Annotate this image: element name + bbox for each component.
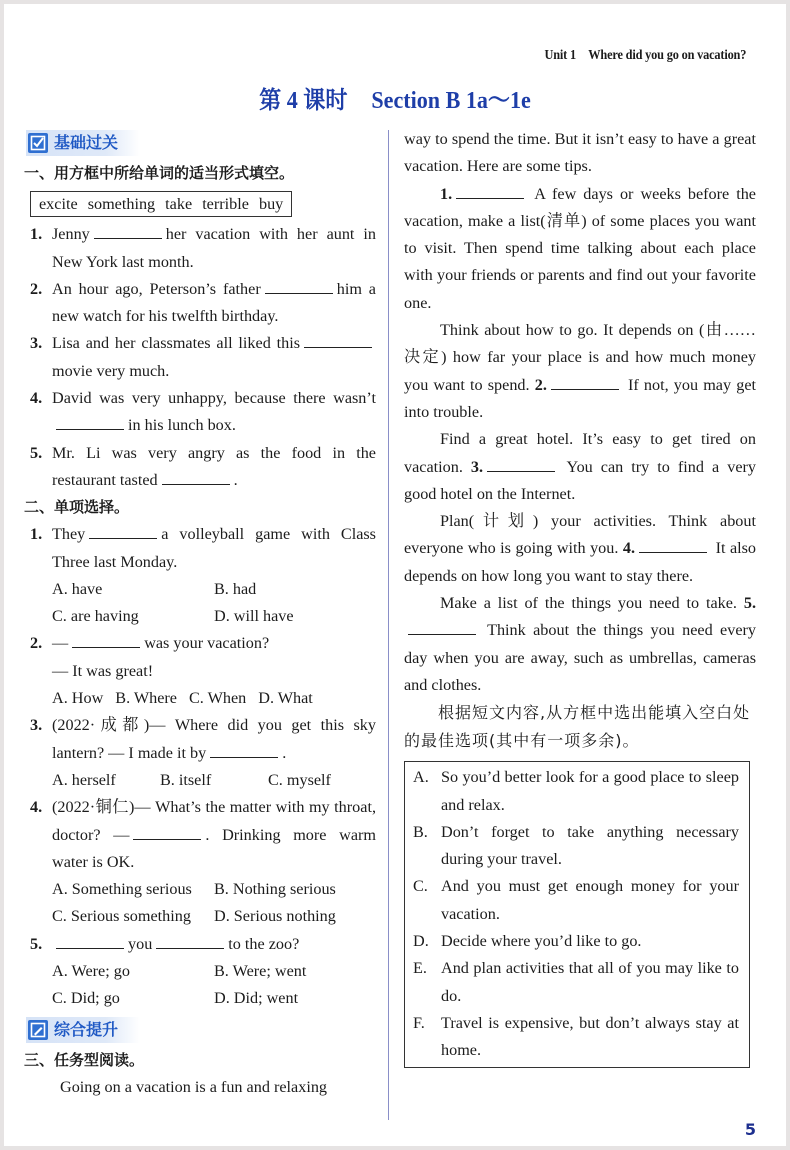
section-label: Section B 1a～1e bbox=[371, 88, 531, 114]
option[interactable]: B. itself bbox=[160, 770, 212, 789]
answer-option[interactable]: B. Don’t forget to take anything necessary during your travel. bbox=[413, 822, 739, 869]
right-column bbox=[404, 126, 756, 1068]
answer-option[interactable]: F. Travel is expensive, but don’t always stay at home. bbox=[413, 1013, 739, 1060]
part1-heading: 一、用方框中所给单词的适当形式填空。 bbox=[24, 164, 295, 183]
advanced-badge-label: 综合提升 bbox=[54, 1019, 119, 1039]
options bbox=[24, 958, 376, 1013]
fill-question: 4. David was very unhappy, because there wasn’tin his lunch box. bbox=[30, 389, 376, 435]
fill-question: 3. Lisa and her classmates all liked thismovie very much. bbox=[24, 330, 376, 385]
checkbox-icon bbox=[28, 133, 48, 153]
pencil-note-icon bbox=[28, 1020, 48, 1040]
part2-heading: 二、单项选择。 bbox=[24, 498, 130, 517]
passage-blank-2[interactable] bbox=[551, 375, 619, 390]
options bbox=[24, 876, 376, 931]
option[interactable]: D. What bbox=[258, 689, 313, 708]
option[interactable]: C. When bbox=[189, 689, 247, 708]
fill-question: 5. Mr. Li was very angry as the food in the restaurant tasted . bbox=[30, 443, 376, 489]
workbook-page bbox=[4, 4, 786, 1146]
option[interactable]: B. Nothing serious bbox=[214, 880, 336, 899]
option[interactable]: D. Serious nothing bbox=[214, 907, 336, 926]
option[interactable]: A. Something serious bbox=[52, 880, 192, 899]
left-column bbox=[24, 126, 376, 1101]
passage-blank-5[interactable] bbox=[408, 620, 476, 635]
option[interactable]: A. How bbox=[52, 689, 104, 708]
passage-intro-cont: way to spend the time. But it isn’t easy to have a great vacation. Here are some tips. bbox=[404, 130, 756, 176]
passage-blank-4[interactable] bbox=[639, 538, 707, 553]
answer-blank[interactable] bbox=[156, 934, 224, 949]
options bbox=[24, 576, 376, 631]
column-divider bbox=[388, 130, 389, 1120]
answer-blank[interactable] bbox=[210, 743, 278, 758]
choice-question: 2. — was your vacation? bbox=[30, 634, 270, 653]
answer-option[interactable]: D. Decide where you’d like to go. bbox=[413, 932, 642, 951]
option[interactable]: A. have bbox=[52, 579, 103, 598]
answer-blank[interactable] bbox=[304, 333, 372, 348]
basic-badge bbox=[26, 130, 140, 156]
passage-para-1: 1. A few days or weeks before the vacation, make a list(清单) of some places you want to visit. Then spend time talking about each place with your friends or parents and find out your favorite one. bbox=[404, 184, 756, 312]
option[interactable]: C. are having bbox=[52, 607, 139, 626]
choice-question: 3. (2022·成都)— Where did you get this sky lantern? — I made it by . bbox=[30, 716, 376, 762]
lesson-number: 第 4 课时 bbox=[259, 88, 348, 114]
passage-para-4: Plan(计划) your activities. Think about everyone who is going with you. 4. It also depends on how long you want to stay there. bbox=[404, 512, 757, 585]
passage-intro: Going on a vacation is a fun and relaxing bbox=[60, 1077, 328, 1096]
answer-option[interactable]: A. So you’d better look for a good place to sleep and relax. bbox=[413, 768, 739, 814]
answer-blank[interactable] bbox=[89, 524, 157, 539]
answer-option[interactable]: C. And you must get enough money for your vacation. bbox=[413, 877, 739, 923]
answer-options-box bbox=[404, 761, 750, 1067]
choice-question: 1. They a volleyball game with Class Three last Monday. bbox=[30, 525, 376, 571]
passage-para-5: Make a list of the things you need to take. 5. Think about the things you need every day when you are away, such as umbrellas, cameras and clothes. bbox=[404, 594, 756, 694]
answer-blank[interactable] bbox=[56, 934, 124, 949]
fill-question: 1. Jenny her vacation with her aunt in New York last month. bbox=[30, 225, 376, 271]
word-box: excite something take terrible buy bbox=[30, 191, 292, 217]
choice-question: 5. you to the zoo? bbox=[30, 934, 300, 953]
running-header bbox=[544, 48, 746, 64]
unit-label: Unit 1 bbox=[544, 48, 576, 63]
answer-blank[interactable] bbox=[265, 279, 333, 294]
passage-para-2: Think about how to go. It depends on (由……决定) how far your place is and how much money you want to spend. 2. If not, you may get into trouble. bbox=[404, 321, 756, 421]
options bbox=[24, 685, 376, 712]
answer-blank[interactable] bbox=[56, 415, 124, 430]
option[interactable]: C. Serious something bbox=[52, 907, 191, 926]
passage-para-3: Find a great hotel. It’s easy to get tired on vacation. 3. You can try to find a very good hotel on the Internet. bbox=[404, 430, 756, 503]
advanced-badge bbox=[26, 1017, 140, 1043]
lesson-title bbox=[35, 80, 754, 115]
unit-title: Where did you go on vacation? bbox=[588, 48, 746, 63]
dialogue-reply: — It was great! bbox=[52, 661, 154, 680]
options bbox=[24, 767, 376, 794]
answer-blank[interactable] bbox=[162, 470, 230, 485]
answer-blank[interactable] bbox=[133, 825, 201, 840]
part3-heading: 三、任务型阅读。 bbox=[24, 1050, 145, 1069]
answer-blank[interactable] bbox=[94, 224, 162, 239]
option[interactable]: C. myself bbox=[268, 770, 331, 789]
page-number: 5 bbox=[744, 1120, 756, 1139]
answer-option[interactable]: E. And plan activities that all of you may like to do. bbox=[413, 959, 739, 1005]
option[interactable]: C. Did; go bbox=[52, 989, 120, 1008]
option[interactable]: A. herself bbox=[52, 770, 116, 789]
passage-blank-3[interactable] bbox=[487, 457, 555, 472]
option[interactable]: D. will have bbox=[214, 607, 294, 626]
option[interactable]: A. Were; go bbox=[52, 962, 130, 981]
option[interactable]: B. Were; went bbox=[214, 962, 307, 981]
option[interactable]: B. Where bbox=[115, 689, 177, 708]
choice-question: 4. (2022·铜仁)— What’s the matter with my throat, doctor? — . Drinking more warm water is OK. bbox=[30, 798, 376, 871]
basic-badge-label: 基础过关 bbox=[54, 133, 119, 153]
passage-blank-1[interactable] bbox=[456, 184, 524, 199]
task-instruction: 根据短文内容,从方框中选出能填入空白处的最佳选项(其中有一项多余)。 bbox=[404, 703, 751, 751]
option[interactable]: D. Did; went bbox=[214, 989, 299, 1008]
option[interactable]: B. had bbox=[214, 579, 257, 598]
answer-blank[interactable] bbox=[72, 633, 140, 648]
fill-question: 2. An hour ago, Peterson’s father him a new watch for his twelfth birthday. bbox=[30, 279, 376, 326]
